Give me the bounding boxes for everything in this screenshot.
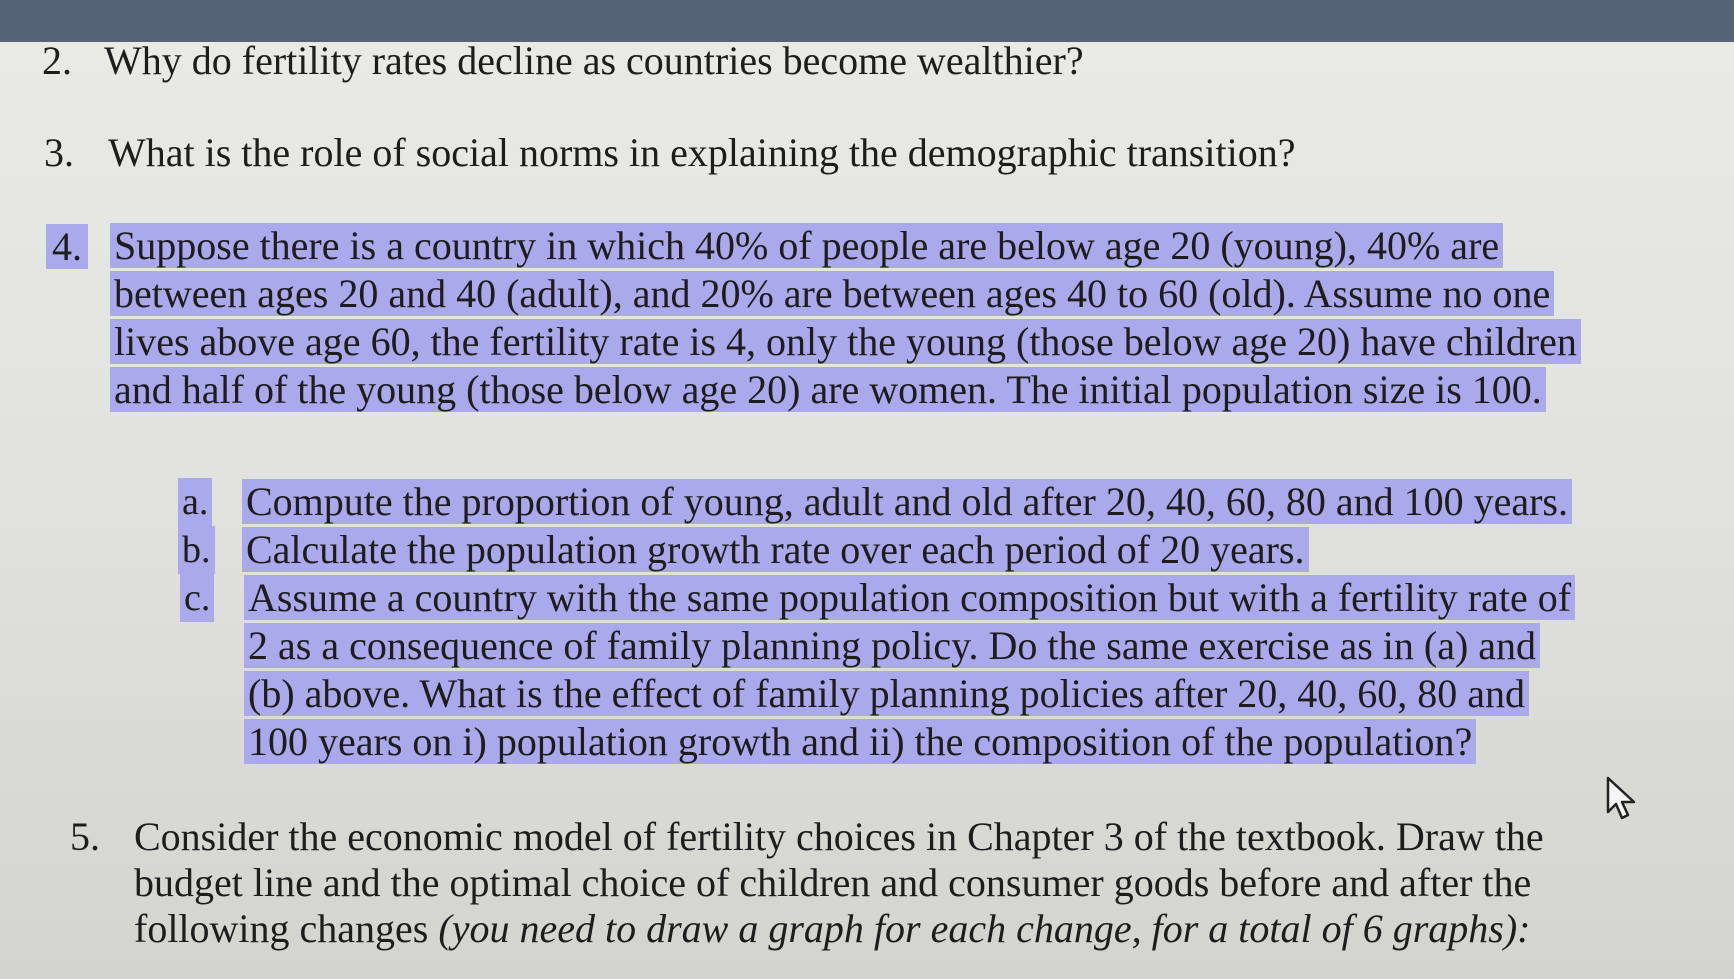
subquestion-b-line: Calculate the population growth rate over each period of 20 years. — [242, 526, 1309, 574]
question-5-italic-note: (you need to draw a graph for each change, for a total of 6 graphs): — [438, 906, 1531, 951]
question-5-line — [134, 906, 1544, 952]
subquestion-a-text — [242, 478, 1572, 526]
question-5-line: Consider the economic model of fertility choices in Chapter 3 of the textbook. Draw the — [134, 814, 1544, 859]
question-4-number: 4. — [46, 222, 88, 272]
mouse-pointer-icon — [1604, 776, 1640, 824]
document-page — [0, 38, 1734, 979]
subquestion-b-letter: b. — [178, 526, 215, 574]
subquestion-c-line: 100 years on i) population growth and ii) the composition of the population? — [244, 718, 1575, 766]
question-3-number: 3. — [44, 130, 74, 175]
question-4-line: between ages 20 and 40 (adult), and 20% are between ages 40 to 60 (old). Assume no one — [110, 270, 1581, 318]
question-4-line: and half of the young (those below age 20) are women. The initial population size is 100. — [110, 366, 1581, 414]
subquestion-c-line: Assume a country with the same population composition but with a fertility rate of — [244, 574, 1575, 622]
question-5-number: 5. — [70, 814, 100, 859]
question-4-text — [110, 222, 1581, 414]
subquestion-b-text — [242, 526, 1309, 574]
question-2-text: Why do fertility rates decline as countries become wealthier? — [104, 38, 1084, 83]
subquestion-c-line: (b) above. What is the effect of family planning policies after 20, 40, 60, 80 and — [244, 670, 1575, 718]
question-3-text: What is the role of social norms in explaining the demographic transition? — [108, 130, 1296, 175]
question-5-line: budget line and the optimal choice of children and consumer goods before and after the — [134, 860, 1532, 905]
subquestion-c-line: 2 as a consequence of family planning policy. Do the same exercise as in (a) and — [244, 622, 1575, 670]
question-4-line: Suppose there is a country in which 40% of people are below age 20 (young), 40% are — [110, 222, 1581, 270]
question-5-text — [134, 814, 1544, 952]
subquestion-c-letter: c. — [180, 574, 214, 622]
question-5-line-start: following changes — [134, 906, 439, 951]
question-2-number: 2. — [42, 38, 72, 83]
subquestion-a-letter: a. — [178, 478, 212, 526]
question-4-line: lives above age 60, the fertility rate is 4, only the young (those below age 20) have children — [110, 318, 1581, 366]
subquestion-a-line: Compute the proportion of young, adult and old after 20, 40, 60, 80 and 100 years. — [242, 478, 1572, 526]
subquestion-c-text — [244, 574, 1575, 766]
